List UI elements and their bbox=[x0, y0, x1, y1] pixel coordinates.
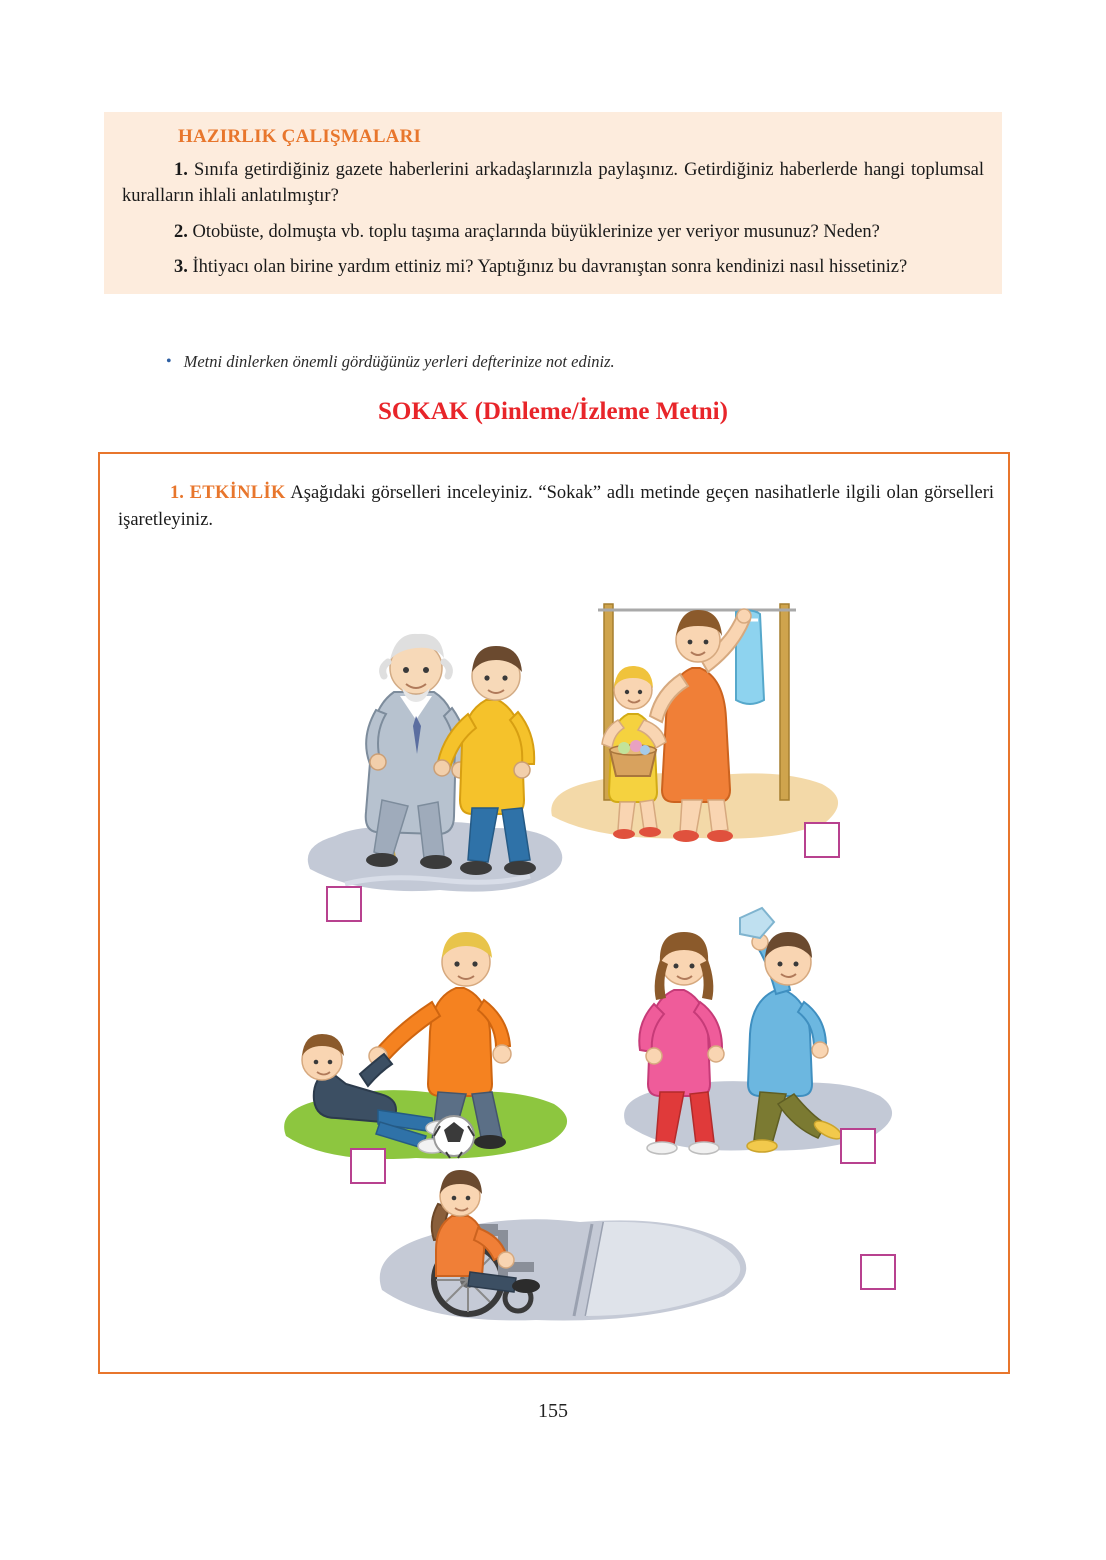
preparation-item-3-text: İhtiyacı olan birine yardım ettiniz mi? Yaptığınız bu davranıştan sonra kendinizi nasıl hissetiniz? bbox=[187, 256, 908, 277]
activity-number: 1. bbox=[170, 483, 184, 503]
preparation-item-3-number: 3. bbox=[174, 256, 188, 277]
checkbox-illustration-2[interactable] bbox=[804, 822, 840, 858]
preparation-item-1-text: Sınıfa getirdiğiniz gazete haberlerini arkadaşlarınızla paylaşınız. Getirdiğiniz haberlerde hangi toplumsal kuralların ihlali anlatılmıştır? bbox=[122, 160, 984, 207]
preparation-item-1-number: 1. bbox=[174, 160, 188, 180]
listening-note bbox=[104, 352, 1002, 372]
listening-note-text: Metni dinlerken önemli gördüğünüz yerleri defterinize not ediniz. bbox=[183, 352, 615, 371]
illustration-helping-fallen-boy bbox=[250, 874, 590, 1194]
preparation-box bbox=[104, 112, 1002, 294]
scene-5-drawing bbox=[360, 1164, 760, 1364]
checkbox-illustration-5[interactable] bbox=[860, 1254, 896, 1290]
preparation-item-1 bbox=[122, 157, 984, 210]
page-title: SOKAK (Dinleme/İzleme Metni) bbox=[378, 398, 728, 425]
activity-label: ETKİNLİK bbox=[189, 483, 286, 503]
activity-box bbox=[98, 452, 1010, 1374]
page-number: 155 bbox=[538, 1400, 568, 1422]
preparation-item-2-text: Otobüste, dolmuşta vb. toplu taşıma araçlarında büyüklerinize yer veriyor musunuz? Neden? bbox=[187, 221, 880, 242]
illustration-throwing-trash bbox=[600, 874, 900, 1194]
preparation-item-2-number: 2. bbox=[174, 221, 188, 242]
illustration-area bbox=[100, 544, 1008, 1374]
preparation-title: HAZIRLIK ÇALIŞMALARI bbox=[178, 126, 422, 147]
preparation-item-3 bbox=[122, 254, 984, 280]
illustration-hanging-laundry bbox=[540, 574, 860, 874]
activity-instruction-text: Aşağıdaki görselleri inceleyiniz. “Sokak” adlı metinde geçen nasihatlerle ilgili olan görselleri işaretleyiniz. bbox=[118, 483, 995, 530]
preparation-item-2 bbox=[122, 219, 984, 245]
scene-3-drawing bbox=[250, 874, 590, 1194]
checkbox-illustration-4[interactable] bbox=[840, 1128, 876, 1164]
illustration-wheelchair-ramp bbox=[360, 1164, 760, 1364]
activity-instruction bbox=[118, 480, 994, 534]
bullet-icon: • bbox=[166, 353, 172, 370]
